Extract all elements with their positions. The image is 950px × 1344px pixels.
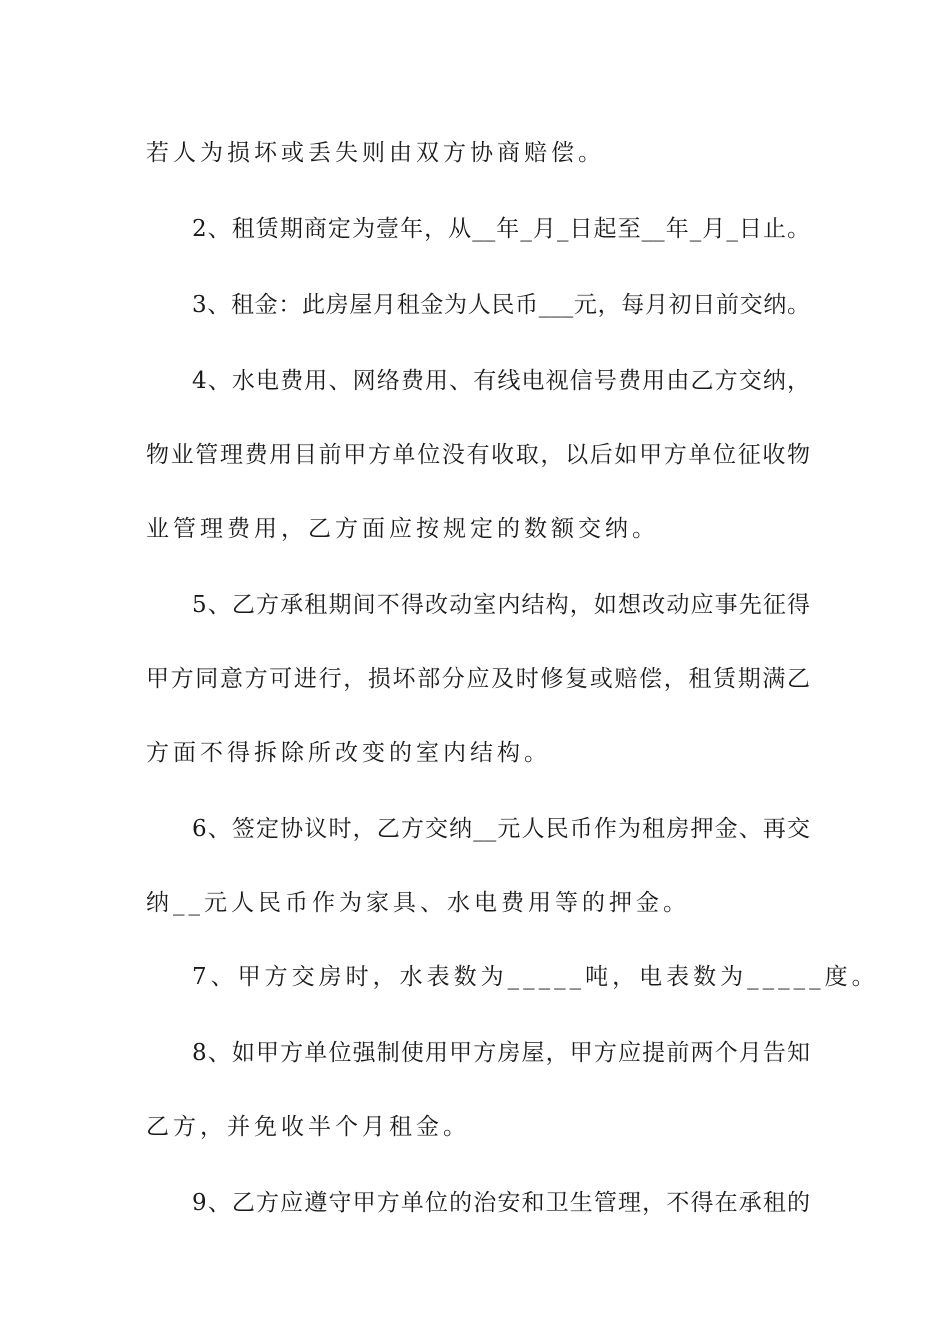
text-line: 业管理费用，乙方面应按规定的数额交纳。: [146, 516, 659, 542]
clause-3-line: 3、租金：此房屋月租金为人民币___元，每月初日前交纳。: [192, 292, 810, 318]
clause-5-line: 5、乙方承租期间不得改动室内结构，如想改动应事先征得: [192, 592, 810, 618]
text-line: 方面不得拆除所改变的室内结构。: [146, 740, 551, 766]
text-line: 纳__元人民币作为家具、水电费用等的押金。: [146, 890, 690, 916]
clause-6-line: 6、签定协议时，乙方交纳__元人民币作为租房押金、再交: [192, 816, 810, 842]
text-line: 乙方，并免收半个月租金。: [146, 1114, 470, 1140]
clause-8-line: 8、如甲方单位强制使用甲方房屋，甲方应提前两个月告知: [192, 1040, 810, 1066]
clause-7-line: 7、甲方交房时，水表数为_____吨，电表数为_____度。: [192, 964, 879, 990]
text-line: 若人为损坏或丢失则由双方协商赔偿。: [146, 140, 605, 166]
clause-9-line: 9、乙方应遵守甲方单位的治安和卫生管理，不得在承租的: [192, 1190, 810, 1216]
clause-2-line: 2、租赁期商定为壹年，从__年_月_日起至__年_月_日止。: [192, 216, 810, 242]
clause-4-line: 4、水电费用、网络费用、有线电视信号费用由乙方交纳，: [192, 368, 810, 394]
text-line: 物业管理费用目前甲方单位没有收取，以后如甲方单位征收物: [146, 442, 810, 468]
text-line: 甲方同意方可进行，损坏部分应及时修复或赔偿，租赁期满乙: [146, 666, 810, 692]
